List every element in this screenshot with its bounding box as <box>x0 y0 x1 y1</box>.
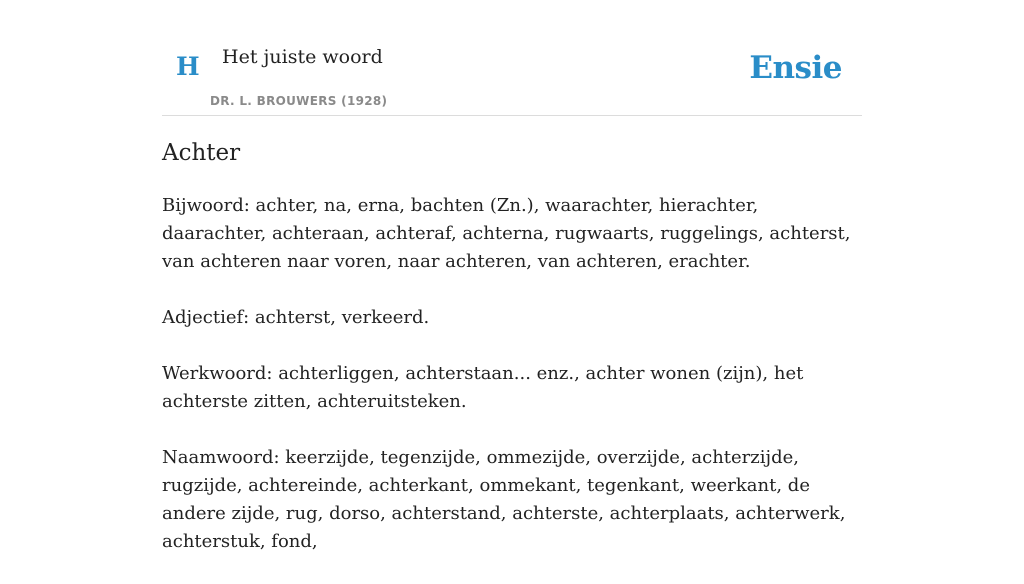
entry-paragraph-naamwoord: Naamwoord: keerzijde, tegenzijde, ommezijde, overzijde, achterzijde, rugzijde, achtereinde, achterkant, ommekant, tegenkant, weerkant, de andere zijde, rug, dorso, achterstand, achterste, achterplaats, achterwerk, achterstuk, fond, <box>162 447 846 552</box>
entry-body <box>162 192 862 584</box>
page-container <box>162 0 862 552</box>
brand-logo[interactable]: Ensie <box>749 50 842 86</box>
book-title-link[interactable]: Het juiste woord <box>222 46 383 68</box>
entry-paragraph-werkwoord: Werkwoord: achterliggen, achterstaan... enz., achter wonen (zijn), het achterste zitten, achteruitsteken. <box>162 363 804 412</box>
entry-title: Achter <box>162 140 241 166</box>
book-author: DR. L. BROUWERS (1928) <box>210 94 388 108</box>
entry-paragraph-bijwoord: Bijwoord: achter, na, erna, bachten (Zn.), waarachter, hierachter, daarachter, achteraan, achteraf, achterna, rugwaarts, ruggelings, achterst, van achteren naar voren, naar achteren, van achteren, erachter. <box>162 195 851 272</box>
book-logo-icon[interactable]: H <box>176 52 200 81</box>
entry-paragraph-adjectief: Adjectief: achterst, verkeerd. <box>162 307 430 328</box>
book-header <box>162 0 862 116</box>
